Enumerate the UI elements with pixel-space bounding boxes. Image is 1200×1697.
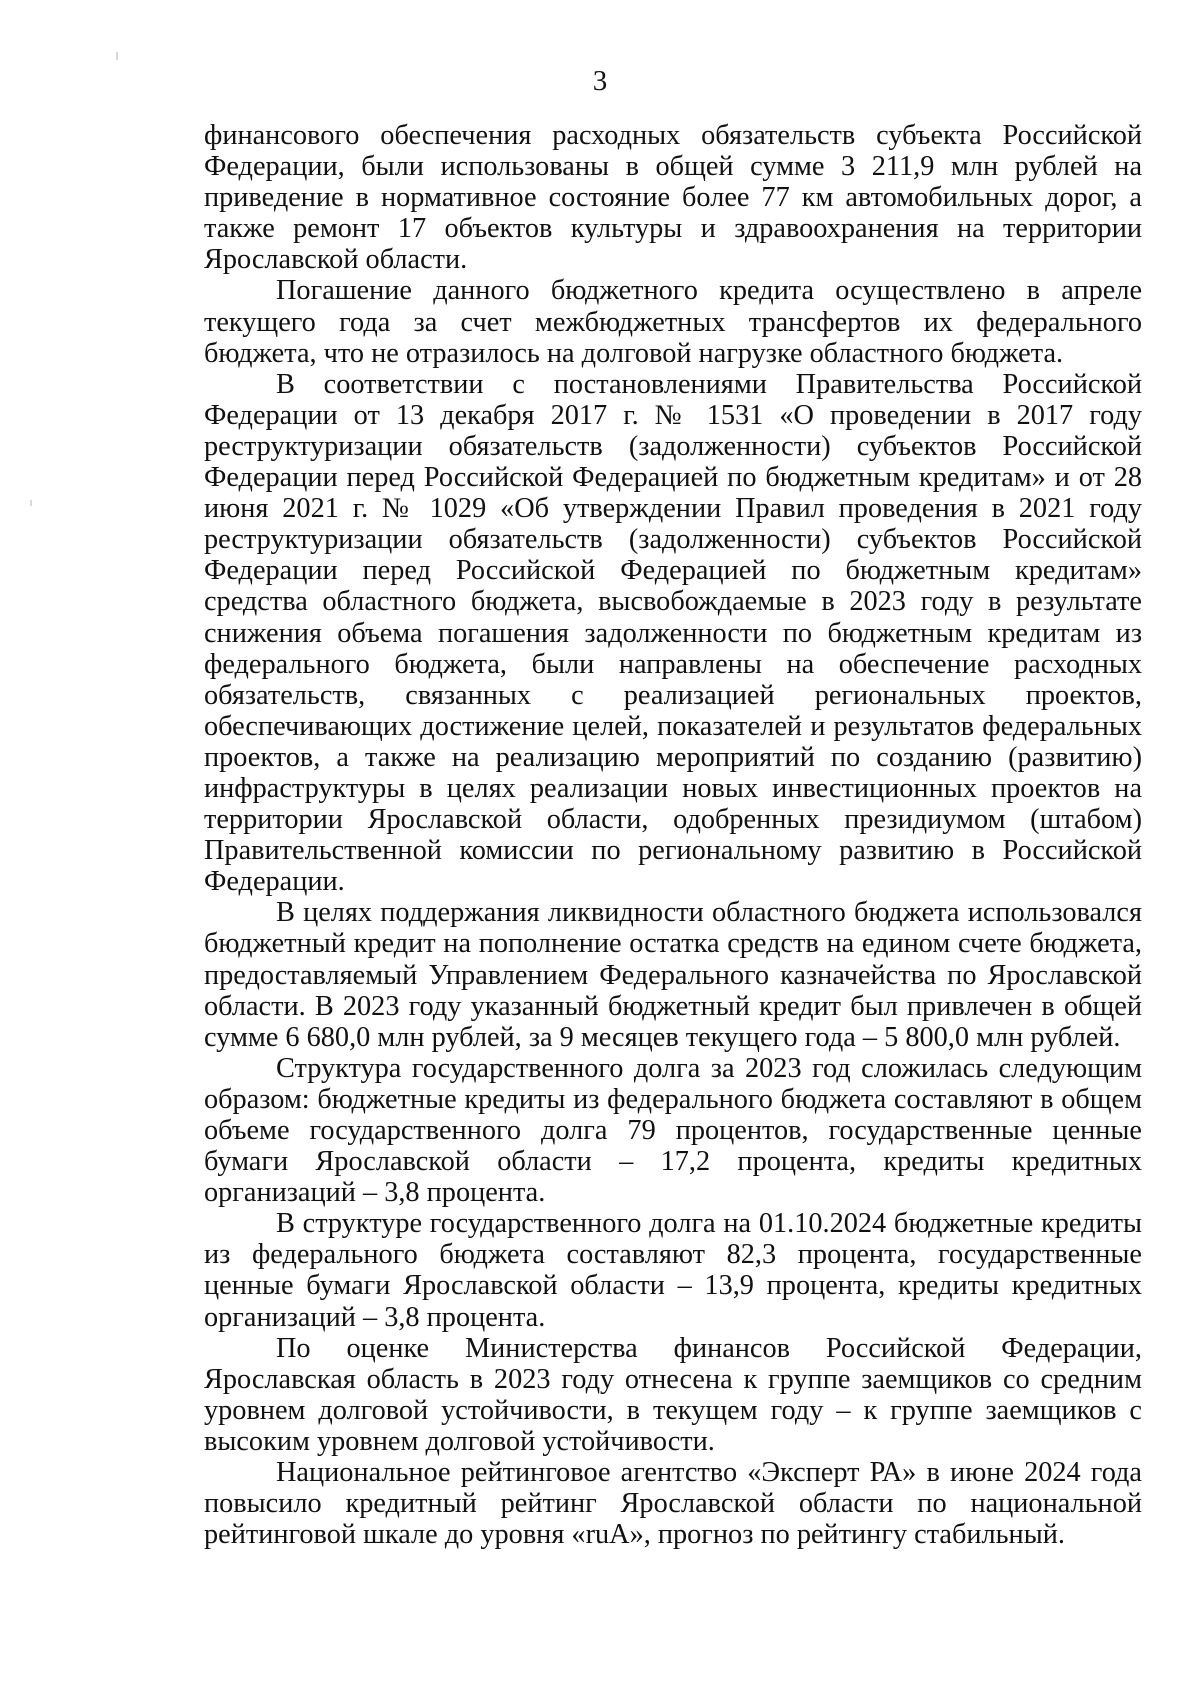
paragraph: финансового обеспечения расходных обязательств субъекта Российской Федерации, были использованы в общей сумме 3 211,9 млн рублей на приведение в нормативное состояние более 77 км автомобильных дорог, а также ремонт 17 объектов культуры и здравоохранения на территории Ярославской области. — [204, 120, 1142, 276]
paragraph: Погашение данного бюджетного кредита осуществлено в апреле текущего года за счет межбюджетных трансфертов их федерального бюджета, что не отразилось на долговой нагрузке областного бюджета. — [204, 275, 1142, 369]
paragraph: В структуре государственного долга на 01.10.2024 бюджетные кредиты из федерального бюджета составляют 82,3 процента, государственные ценные бумаги Ярославской области – 13,9 процента, кредиты кредитных организаций – 3,8 процента. — [204, 1208, 1142, 1333]
paragraph: Структура государственного долга за 2023 год сложилась следующим образом: бюджетные кредиты из федерального бюджета составляют в общем объеме государственного долга 79 процентов, государственные ценные бумаги Ярославской области – 17,2 процента, кредиты кредитных организаций – 3,8 процента. — [204, 1052, 1142, 1209]
document-body — [204, 120, 1142, 1550]
paragraph: По оценке Министерства финансов Российской Федерации, Ярославская область в 2023 году отнесена к группе заемщиков со средним уровнем долговой устойчивости, в текущем году – к группе заемщиков с высоким уровнем долговой устойчивости. — [204, 1332, 1142, 1457]
paragraph: В целях поддержания ликвидности областного бюджета использовался бюджетный кредит на пополнение остатка средств на едином счете бюджета, предоставляемый Управлением Федерального казначейства по Ярославской области. В 2023 году указанный бюджетный кредит был привлечен в общей сумме 6 680,0 млн рублей, за 9 месяцев текущего года – 5 800,0 млн рублей. — [204, 897, 1142, 1053]
paragraph: В соответствии с постановлениями Правительства Российской Федерации от 13 декабря 2017 г. № 1531 «О проведении в 2017 году реструктуризации обязательств (задолженности) субъектов Российской Федерации перед Российской Федерацией по бюджетным кредитам» и от 28 июня 2021 г. № 1029 «Об утверждении Правил проведения в 2021 году реструктуризации обязательств (задолженности) субъектов Российской Федерации перед Российской Федерацией по бюджетным кредитам» средства областного бюджета, высвобождаемые в 2023 году в результате снижения объема погашения задолженности по бюджетным кредитам из федерального бюджета, были направлены на обеспечение расходных обязательств, связанных с реализацией региональных проектов, обеспечивающих достижение целей, показателей и результатов федеральных проектов, а также на реализацию мероприятий по созданию (развитию) инфраструктуры в целях реализации новых инвестиционных проектов на территории Ярославской области, одобренных президиумом (штабом) Правительственной комиссии по региональному развитию в Российской Федерации. — [204, 368, 1142, 898]
page-number: 3 — [592, 65, 608, 97]
paragraph: Национальное рейтинговое агентство «Эксперт РА» в июне 2024 года повысило кредитный рейтинг Ярославской области по национальной рейтинговой шкале до уровня «ruA», прогноз по рейтингу стабильный. — [204, 1457, 1142, 1551]
scan-mark — [30, 500, 32, 506]
scan-mark — [116, 52, 118, 60]
